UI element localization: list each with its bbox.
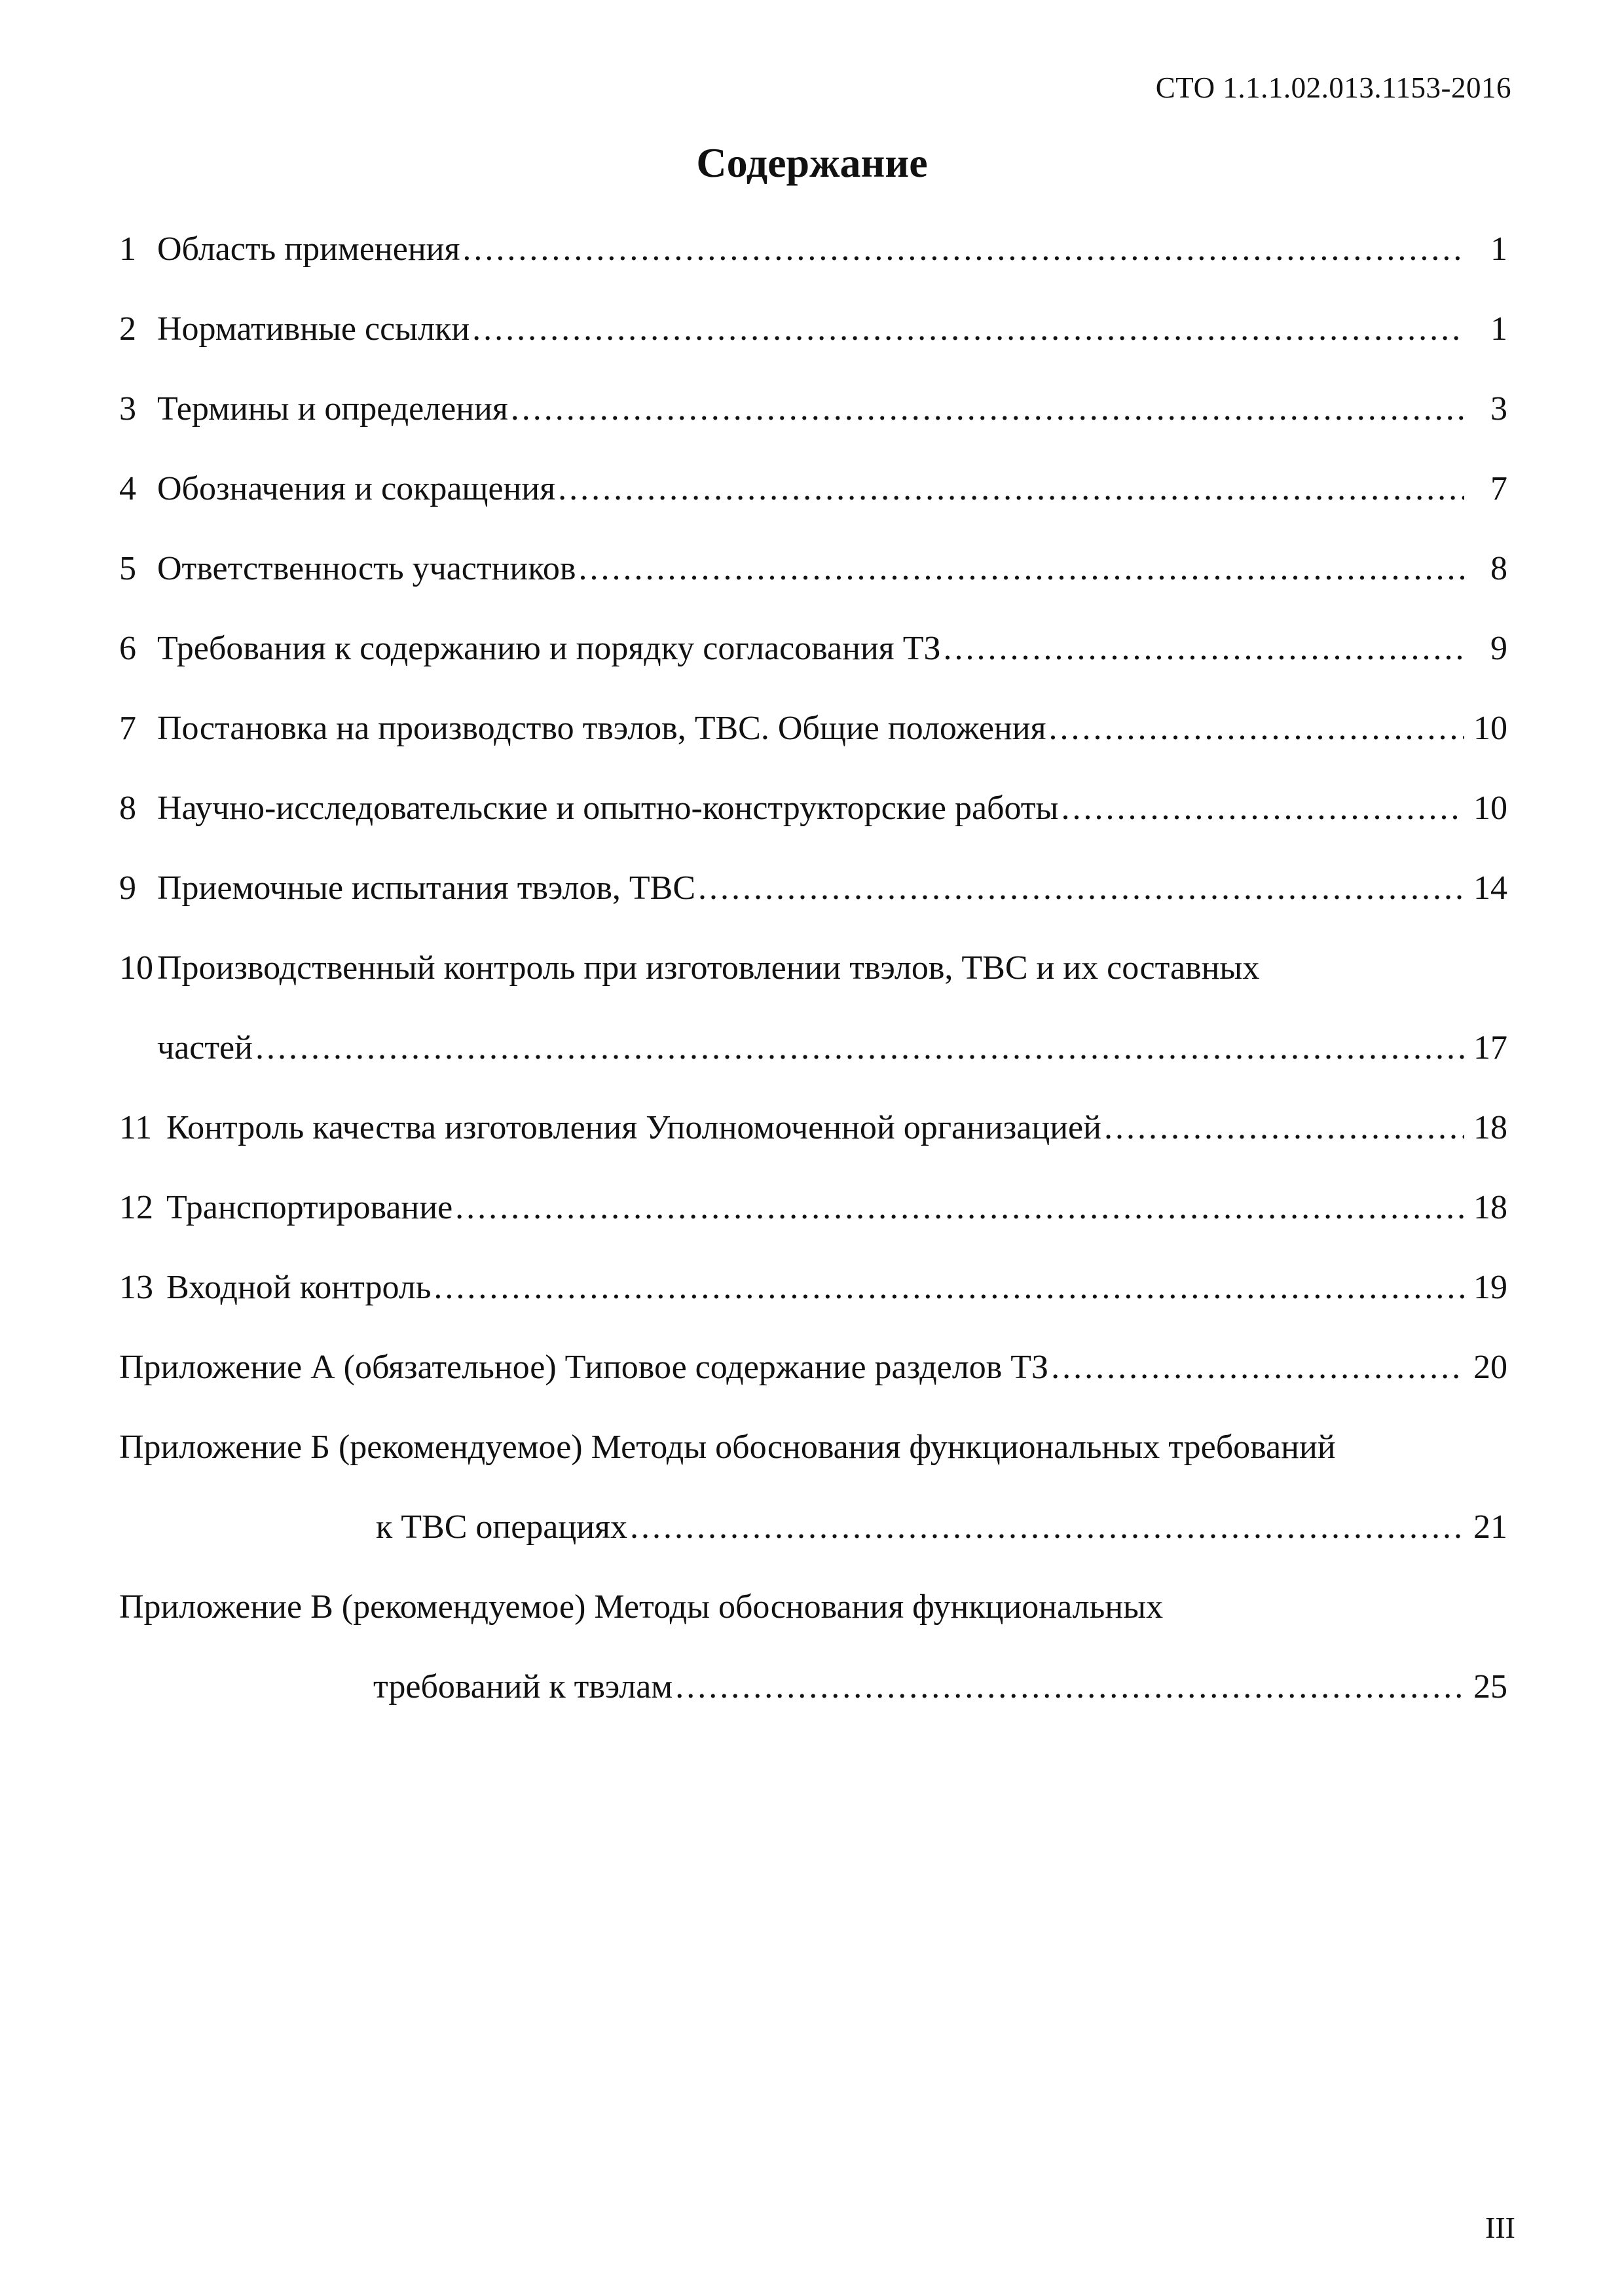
toc-entry-title: Обозначения и сокращения [157, 470, 556, 507]
toc-entry-title: Производственный контроль при изготовлении твэлов, ТВС и их составных [157, 949, 1260, 987]
toc-entry-number: 1 [119, 230, 136, 268]
dot-leader [630, 1487, 1464, 1567]
dot-leader [944, 609, 1464, 689]
table-of-contents [119, 210, 1507, 1727]
dot-leader [1061, 769, 1464, 848]
toc-entry-1[interactable] [119, 210, 1507, 289]
dot-leader [578, 529, 1464, 609]
dot-leader [1104, 1088, 1464, 1168]
toc-appendix-title: Приложение В (рекомендуемое) Методы обоснования функциональных [119, 1588, 1164, 1626]
toc-entry-page: 18 [1473, 1109, 1507, 1146]
toc-entry-number: 6 [119, 630, 136, 667]
toc-entry-page: 21 [1473, 1508, 1507, 1546]
toc-entry-number: 12 [119, 1189, 153, 1226]
toc-entry-page: 20 [1473, 1349, 1507, 1386]
toc-entry-title: Транспортирование [166, 1189, 453, 1226]
toc-appendix-v[interactable] [119, 1567, 1507, 1727]
dot-leader [455, 1168, 1464, 1248]
toc-entry-12[interactable] [119, 1168, 1507, 1248]
toc-entry-title: Контроль качества изготовления Уполномоченной организацией [166, 1109, 1101, 1146]
document-code: СТО 1.1.1.02.013.1153-2016 [1155, 71, 1511, 104]
toc-entry-title: Входной контроль [166, 1269, 432, 1306]
toc-entry-number: 10 [119, 949, 153, 987]
toc-entry-10[interactable] [119, 928, 1507, 1088]
toc-entry-number: 5 [119, 550, 136, 587]
toc-entry-6[interactable] [119, 609, 1507, 689]
toc-entry-8[interactable] [119, 769, 1507, 848]
toc-entry-5[interactable] [119, 529, 1507, 609]
toc-entry-page: 1 [1490, 230, 1507, 268]
toc-entry-11[interactable] [119, 1088, 1507, 1168]
toc-entry-number: 9 [119, 869, 136, 907]
dot-leader [1049, 689, 1464, 769]
toc-entry-title: Термины и определения [157, 390, 508, 428]
toc-entry-9[interactable] [119, 848, 1507, 928]
toc-entry-13[interactable] [119, 1248, 1507, 1328]
toc-entry-page: 8 [1490, 550, 1507, 587]
dot-leader [698, 848, 1464, 928]
toc-entry-number: 3 [119, 390, 136, 428]
toc-entry-page: 10 [1473, 710, 1507, 747]
toc-appendix-a[interactable] [119, 1328, 1507, 1408]
dot-leader [434, 1248, 1464, 1328]
toc-entry-title: Область применения [157, 230, 460, 268]
page-title: Содержание [696, 139, 928, 186]
toc-entry-page: 1 [1490, 310, 1507, 348]
toc-entry-title: Приемочные испытания твэлов, ТВС [157, 869, 695, 907]
toc-entry-title: Требования к содержанию и порядку согласования ТЗ [157, 630, 941, 667]
dot-leader [558, 449, 1464, 529]
toc-entry-title: Нормативные ссылки [157, 310, 470, 348]
toc-appendix-title-continued: требований к твэлам [373, 1668, 673, 1705]
toc-appendix-title: Приложение А (обязательное) Типовое содержание разделов ТЗ [119, 1349, 1049, 1386]
toc-entry-4[interactable] [119, 449, 1507, 529]
toc-entry-number: 8 [119, 790, 136, 827]
toc-entry-number: 11 [119, 1109, 153, 1146]
toc-entry-page: 17 [1473, 1029, 1507, 1066]
toc-entry-number: 4 [119, 470, 136, 507]
toc-entry-page: 25 [1473, 1668, 1507, 1705]
toc-appendix-title: Приложение Б (рекомендуемое) Методы обоснования функциональных требований [119, 1429, 1336, 1466]
toc-entry-title: Научно-исследовательские и опытно-конструкторские работы [157, 790, 1059, 827]
toc-entry-page: 7 [1490, 470, 1507, 507]
toc-entry-page: 10 [1473, 790, 1507, 827]
toc-entry-7[interactable] [119, 689, 1507, 769]
toc-entry-title: Постановка на производство твэлов, ТВС. Общие положения [157, 710, 1046, 747]
toc-entry-title: Ответственность участников [157, 550, 576, 587]
toc-appendix-title-continued: к ТВС операциях [376, 1508, 627, 1546]
toc-entry-2[interactable] [119, 289, 1507, 369]
dot-leader [462, 210, 1464, 289]
toc-entry-number: 13 [119, 1269, 153, 1306]
toc-entry-page: 19 [1473, 1269, 1507, 1306]
toc-entry-page: 18 [1473, 1189, 1507, 1226]
toc-entry-page: 3 [1490, 390, 1507, 428]
toc-entry-3[interactable] [119, 369, 1507, 449]
dot-leader [675, 1647, 1464, 1727]
toc-entry-title-continued: частей [157, 1029, 253, 1066]
toc-entry-page: 9 [1490, 630, 1507, 667]
dot-leader [255, 1008, 1464, 1088]
dot-leader [1051, 1328, 1464, 1408]
dot-leader [472, 289, 1464, 369]
toc-appendix-b[interactable] [119, 1408, 1507, 1567]
toc-entry-number: 2 [119, 310, 136, 348]
dot-leader [511, 369, 1464, 449]
toc-entry-number: 7 [119, 710, 136, 747]
page-number: III [1485, 2211, 1515, 2244]
toc-entry-page: 14 [1473, 869, 1507, 907]
